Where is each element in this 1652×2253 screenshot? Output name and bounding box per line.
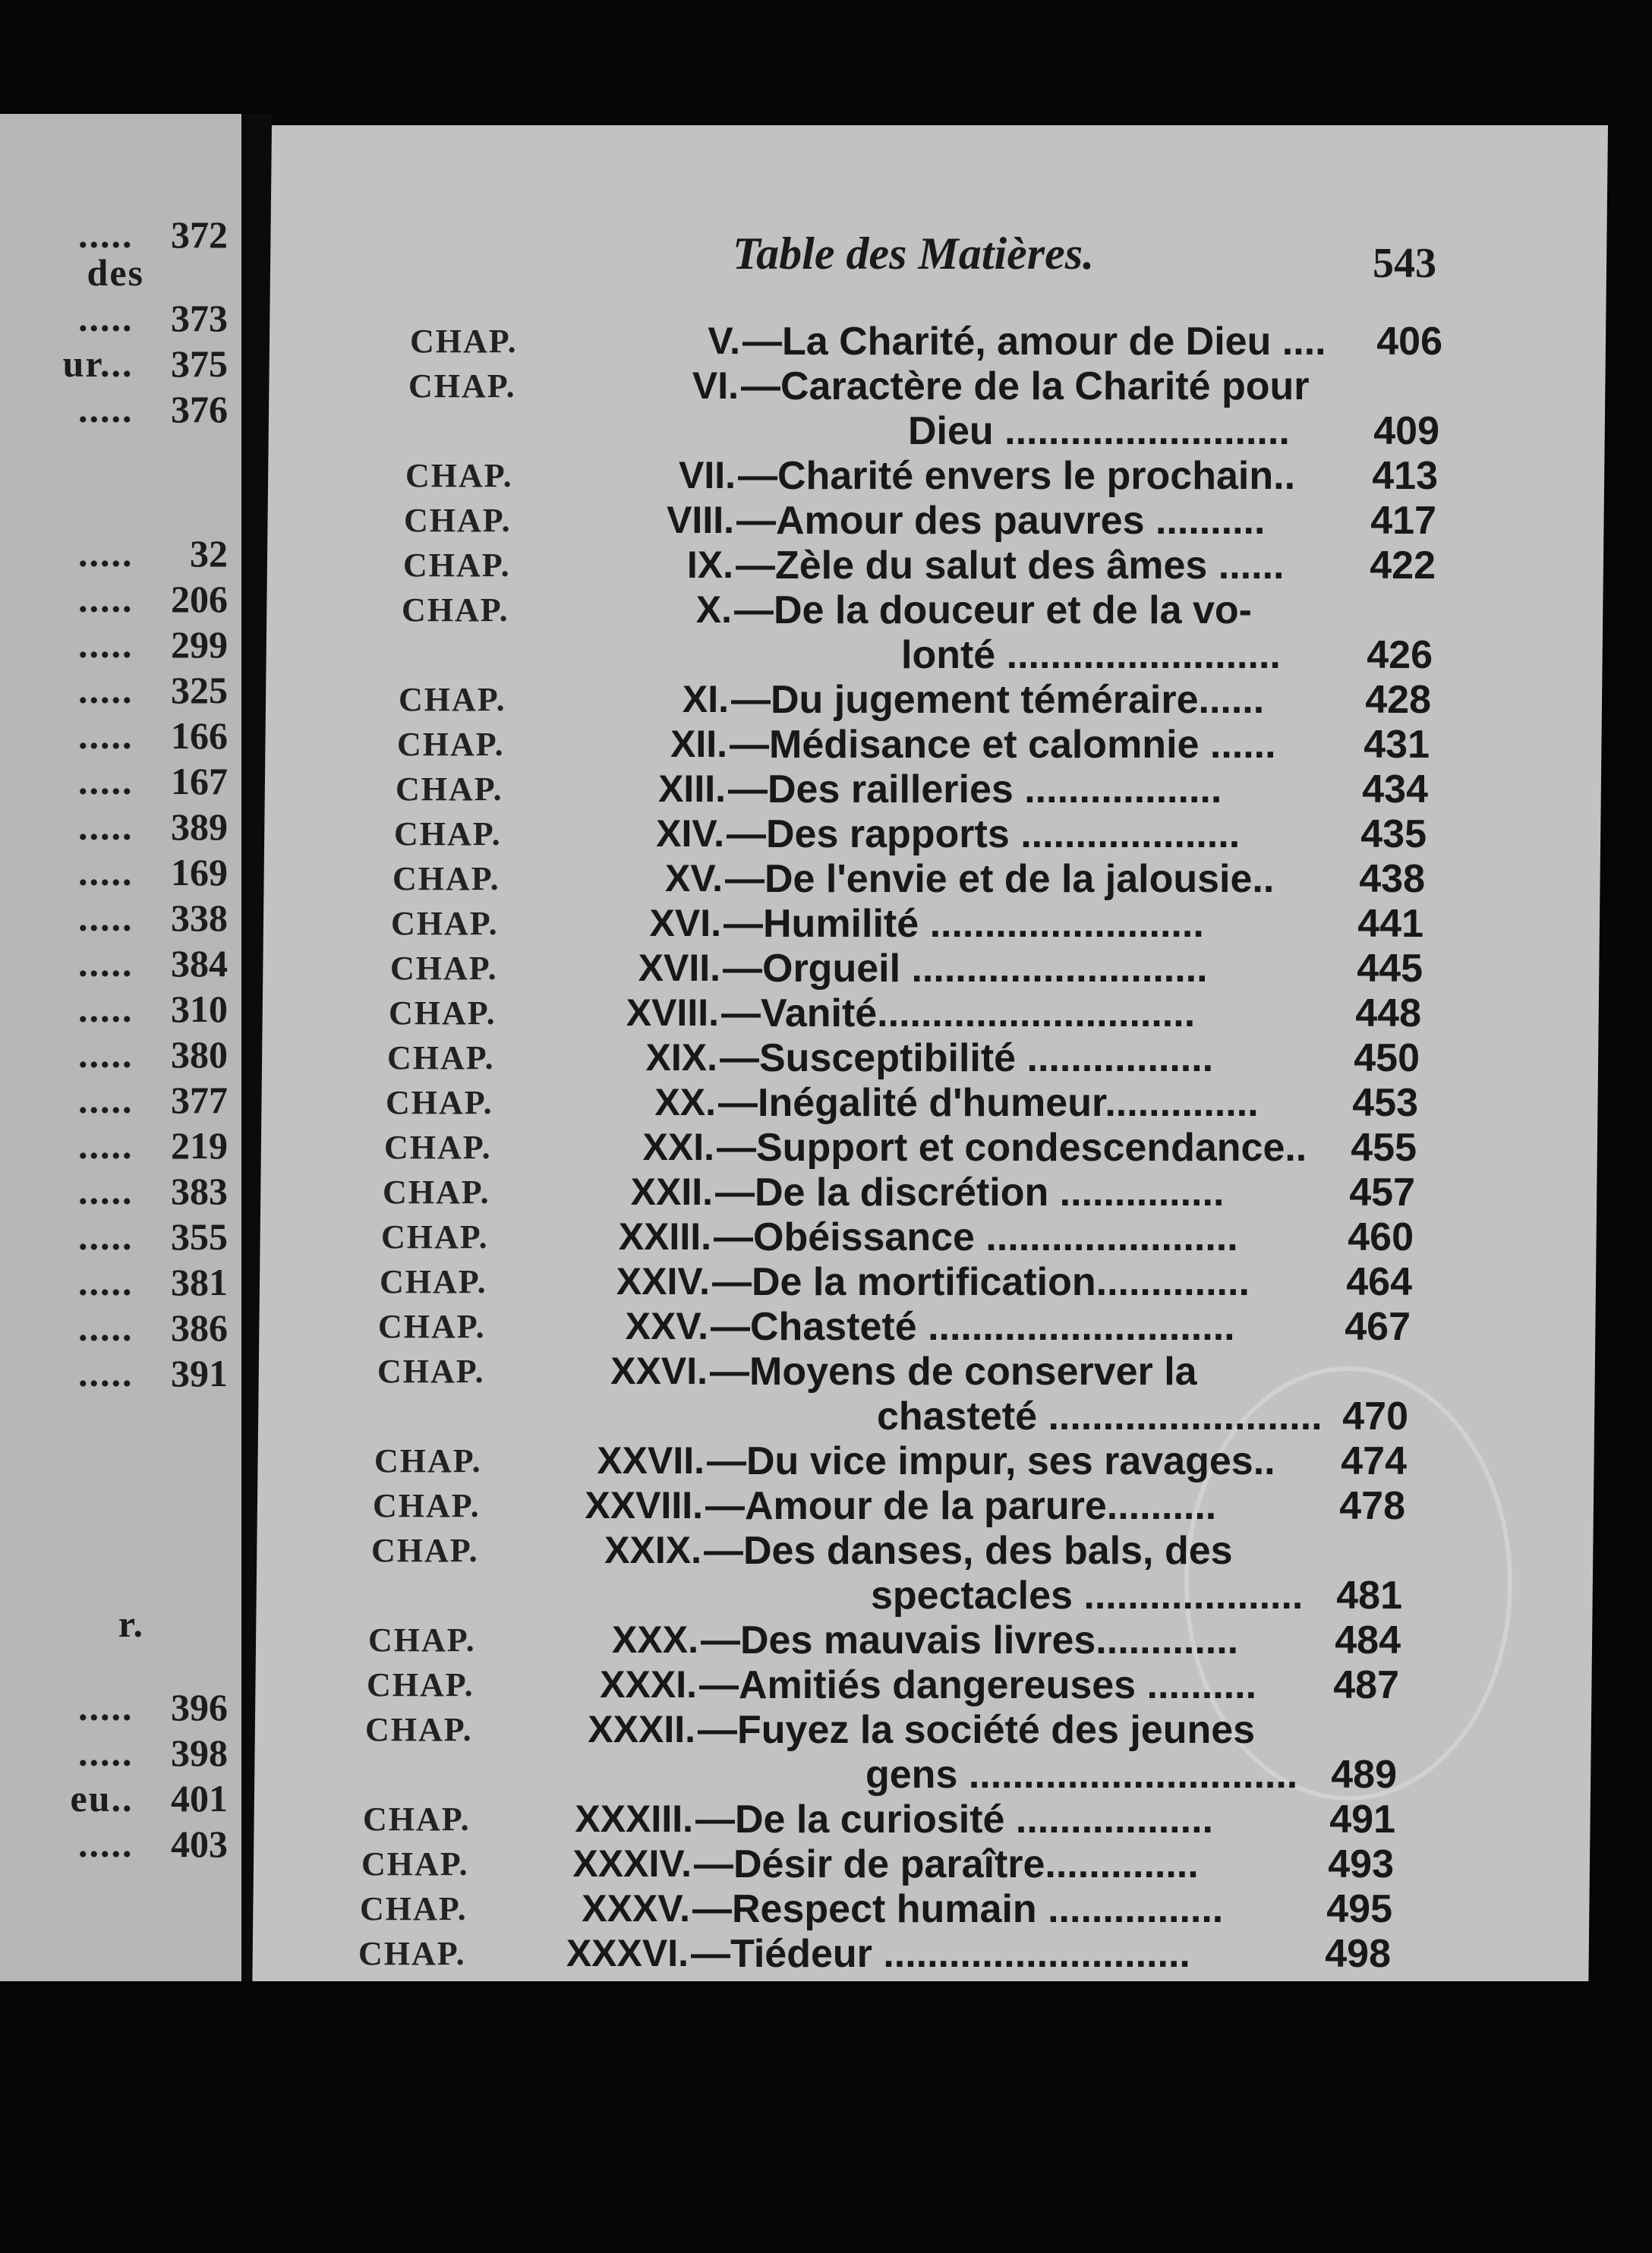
chapter-page-number: 431 [1364,723,1430,767]
chapter-page-number: 409 [1373,409,1439,453]
chap-label: CHAP. [383,1174,490,1211]
left-line-text: des [87,251,144,294]
left-line-page-number: 386 [171,1306,228,1349]
chapter-numeral: V. [708,320,740,362]
left-line-page-number: 355 [171,1215,228,1258]
left-line-page-number: 380 [171,1033,228,1076]
chapter-numeral: XXIV. [616,1260,710,1303]
chapter-numeral: XXV. [625,1305,708,1347]
chap-label: CHAP. [394,815,502,852]
left-page-line [78,1822,228,1867]
left-page-line [63,342,228,387]
chapter-numeral: XXI. [642,1126,714,1168]
chapter-numeral: XXXVI. [566,1932,689,1974]
chapter-title: —Du jugement téméraire...... [731,678,1265,722]
chapter-page-number: 478 [1339,1484,1405,1528]
chap-label: CHAP. [396,770,503,808]
chapter-numeral: VII. [678,454,736,496]
left-page-line [78,1123,228,1169]
left-line-text: ..... [78,714,144,757]
left-line-page-number: 338 [171,896,228,939]
chapter-page-number: 457 [1349,1171,1415,1215]
chapter-title: —De la curiosité .................. [695,1798,1213,1842]
left-line-text: ..... [78,1352,144,1394]
left-line-text: ..... [78,1261,144,1303]
chapter-page-number: 428 [1365,678,1431,722]
chapter-page-number: 493 [1328,1842,1394,1886]
chapter-page-number: 448 [1355,991,1421,1035]
left-page-line [78,531,228,577]
left-line-page-number: 389 [171,805,228,848]
chapter-page-number: 445 [1357,947,1423,991]
left-page-line [78,622,228,668]
left-line-text: ..... [78,532,144,575]
left-line-text: ..... [78,1686,144,1728]
chap-label: CHAP. [371,1532,479,1569]
chap-label: CHAP. [377,1353,485,1390]
chapter-title: —Médisance et calomnie ...... [730,723,1276,767]
chapter-page-number: 450 [1354,1036,1420,1080]
chapter-page-number: 495 [1326,1887,1392,1931]
chapter-title: —Chasteté ............................ [711,1305,1235,1349]
chapter-title: —Des mauvais livres............. [701,1618,1239,1662]
chap-label: CHAP. [380,1263,487,1300]
chap-label: CHAP. [363,1801,471,1838]
left-page-line [78,1260,228,1306]
left-line-page-number: 383 [171,1170,228,1212]
chapter-title-continuation: gens .............................. [865,1753,1298,1797]
chapter-numeral: XXIX. [604,1529,701,1571]
left-line-text: ..... [78,1215,144,1258]
chapter-title: —De la douceur et de la vo- [734,588,1252,632]
left-line-text: ..... [78,623,144,666]
chapter-title: —Inégalité d'humeur.............. [718,1081,1259,1125]
chap-label: CHAP. [368,1621,476,1659]
page-number: 543 [1373,240,1436,287]
left-line-page-number: 376 [171,388,228,430]
left-line-text: ..... [78,988,144,1030]
left-line-page-number: 325 [171,669,228,711]
chapter-page-number: 489 [1331,1753,1397,1797]
chapter-numeral: XXXIII. [575,1798,693,1840]
chapter-numeral: XII. [670,723,727,765]
chap-label: CHAP. [389,994,497,1032]
left-page [0,114,241,1981]
chapter-numeral: XXII. [630,1171,713,1213]
left-line-text: r. [118,1602,144,1645]
chap-label: CHAP. [378,1308,486,1345]
chapter-page-number: 464 [1346,1260,1412,1304]
left-line-page-number: 166 [171,714,228,757]
chapter-page-number: 453 [1352,1081,1418,1125]
chap-label: CHAP. [361,1845,469,1883]
left-page-line [78,1306,228,1351]
left-line-page-number: 398 [171,1732,228,1774]
left-page-line [78,1169,228,1215]
chapter-title-continuation: Dieu .......................... [908,409,1290,453]
chap-label: CHAP. [373,1487,481,1524]
chap-label: CHAP. [405,457,513,494]
left-line-page-number: 396 [171,1686,228,1728]
left-line-page-number: 375 [171,342,228,385]
chapter-title: —Orgueil ........................... [723,947,1208,991]
chapter-numeral: XXX. [612,1618,698,1661]
chapter-numeral: XXIII. [618,1215,711,1258]
left-page-line [78,1032,228,1078]
chap-label: CHAP. [402,591,509,629]
left-line-text: ..... [78,669,144,711]
chapter-page-number: 470 [1342,1394,1408,1438]
chapter-title: —Désir de paraître.............. [694,1842,1199,1886]
left-page-line [87,251,228,296]
chapter-numeral: XVII. [638,947,720,989]
chapter-title: —Amour des pauvres .......... [736,499,1266,543]
chapter-page-number: 435 [1360,812,1427,856]
chapter-numeral: XXVI. [610,1350,708,1392]
chap-label: CHAP. [367,1666,474,1703]
chapter-title: —Des rapports .................... [727,812,1241,856]
chapter-page-number: 413 [1372,454,1438,498]
chapter-title: —Des danses, des bals, des [704,1529,1233,1573]
left-page-line [78,1685,228,1731]
left-line-page-number: 372 [171,213,228,256]
left-page-line [78,714,228,759]
chapter-numeral: XXXII. [588,1708,695,1750]
chapter-numeral: IX. [686,544,733,586]
chap-label: CHAP. [358,1935,466,1972]
chap-label: CHAP. [387,1039,495,1076]
left-line-text: ..... [78,213,144,256]
chapter-page-number: 426 [1367,633,1433,677]
left-line-text: ..... [78,1823,144,1865]
left-line-page-number: 206 [171,578,228,620]
chap-label: CHAP. [374,1442,482,1479]
chapter-title-continuation: lonté ......................... [901,633,1281,677]
left-line-page-number: 310 [171,988,228,1030]
chapter-numeral: XXVIII. [585,1484,703,1527]
chapter-title: —De l'envie et de la jalousie.. [725,857,1275,901]
left-page-line [78,896,228,941]
left-line-page-number: 403 [171,1823,228,1865]
chapter-numeral: XXXIV. [572,1842,692,1885]
chapter-title: —De la discrétion ............... [715,1171,1225,1215]
left-page-line [78,987,228,1032]
left-page-line [78,577,228,622]
chapter-page-number: 487 [1333,1663,1399,1707]
left-line-page-number: 169 [171,851,228,893]
left-line-text: ..... [78,297,144,339]
left-page-line [78,1731,228,1776]
chap-label: CHAP. [384,1129,492,1166]
left-line-page-number: 219 [171,1124,228,1167]
chapter-numeral: XIX. [645,1036,717,1079]
chapter-page-number: 498 [1325,1932,1391,1976]
left-page-line [78,668,228,714]
chapter-page-number: 422 [1370,544,1436,588]
chap-label: CHAP. [397,726,505,763]
chapter-title: —Obéissance ....................... [714,1215,1238,1259]
page-header-title: Table des Matières. [733,228,1095,279]
chap-label: CHAP. [360,1890,468,1927]
chapter-numeral: XXXI. [600,1663,697,1706]
chap-label: CHAP. [404,502,512,539]
left-line-text: ..... [78,1079,144,1121]
left-line-text: ..... [78,1306,144,1349]
left-line-text: ..... [78,851,144,893]
left-line-text: ..... [78,1170,144,1212]
chap-label: CHAP. [365,1711,473,1748]
chapter-title: —Humilité ......................... [724,902,1204,946]
chapter-title: —De la mortification.............. [712,1260,1250,1304]
chapter-numeral: XX. [654,1081,716,1123]
chapter-title: —Amour de la parure.......... [705,1484,1217,1528]
chapter-numeral: XVI. [649,902,721,944]
left-line-text: ..... [78,1124,144,1167]
chap-label: CHAP. [408,367,516,405]
chapter-title: —Respect humain ................ [692,1887,1224,1931]
left-line-text: ..... [78,896,144,939]
chap-label: CHAP. [403,547,511,584]
left-line-page-number: 401 [171,1777,228,1820]
chapter-numeral: VI. [692,364,739,407]
chap-label: CHAP. [386,1084,493,1121]
chapter-title: —La Charité, amour de Dieu .... [742,320,1326,364]
left-line-text: ..... [78,805,144,848]
chapter-page-number: 417 [1370,499,1436,543]
left-line-page-number: 384 [171,942,228,985]
left-page-line [78,1215,228,1260]
chap-label: CHAP. [393,860,500,897]
left-line-page-number: 167 [171,760,228,802]
left-page-line [78,805,228,850]
chapter-title: —Moyens de conserver la [710,1350,1197,1394]
left-page-line [78,1351,228,1397]
left-line-text: ur... [62,342,144,385]
left-page-line [78,941,228,987]
chapter-title: —Vanité............................. [721,991,1196,1035]
chapter-title: —Du vice impur, ses ravages.. [707,1439,1275,1483]
chapter-page-number: 484 [1335,1618,1401,1662]
chapter-title: —Charité envers le prochain.. [738,454,1296,498]
left-page-line [78,1078,228,1123]
chapter-title: —Caractère de la Charité pour [741,364,1310,408]
chapter-page-number: 455 [1351,1126,1417,1170]
chapter-page-number: 406 [1376,320,1442,364]
chapter-title: —Des railleries .................. [728,767,1222,811]
left-line-page-number: 32 [190,532,228,575]
left-line-text: ..... [78,388,144,430]
left-page-line [78,850,228,896]
chapter-page-number: 460 [1348,1215,1414,1259]
chapter-page-number: 434 [1362,767,1428,811]
chapter-page-number: 481 [1336,1574,1402,1618]
left-line-text: ..... [78,578,144,620]
left-line-text: ..... [78,942,144,985]
left-line-text: ..... [78,760,144,802]
left-page-line [71,1776,229,1822]
chapter-title: —Zèle du salut des âmes ...... [736,544,1285,588]
left-line-text: ..... [78,1033,144,1076]
left-line-text: ..... [78,1732,144,1774]
chap-label: CHAP. [399,681,506,718]
left-line-page-number: 391 [171,1352,228,1394]
chapter-page-number: 467 [1345,1305,1411,1349]
chapter-page-number: 491 [1329,1798,1395,1842]
chapter-numeral: XXVII. [597,1439,705,1482]
chap-label: CHAP. [381,1218,489,1256]
chapter-title: —Amitiés dangereuses .......... [699,1663,1257,1707]
chap-label: CHAP. [391,905,499,942]
chapter-numeral: XXXV. [582,1887,690,1930]
chapter-title: —Fuyez la société des jeunes [698,1708,1256,1752]
chapter-title-continuation: chasteté ......................... [877,1394,1323,1438]
chap-label: CHAP. [390,950,498,987]
left-page-line [78,759,228,805]
left-page-line [78,387,228,433]
left-line-page-number: 381 [171,1261,228,1303]
chapter-title: —Support et condescendance.. [717,1126,1307,1170]
chap-label: CHAP. [410,323,518,360]
chapter-numeral: XIII. [658,767,726,810]
left-line-page-number: 373 [171,297,228,339]
chapter-numeral: XIV. [656,812,724,855]
chapter-numeral: XV. [664,857,723,900]
chapter-numeral: VIII. [667,499,734,541]
left-line-page-number: 377 [171,1079,228,1121]
left-page-line [118,1602,228,1647]
chapter-numeral: XVIII. [626,991,719,1034]
chapter-numeral: XI. [682,678,729,720]
left-line-page-number: 299 [171,623,228,666]
chapter-page-number: 441 [1357,902,1423,946]
left-page-line [78,296,228,342]
chapter-page-number: 474 [1341,1439,1407,1483]
chapter-numeral: X. [695,588,732,631]
left-line-text: eu.. [70,1777,144,1820]
chapter-title: —Tiédeur ............................ [691,1932,1190,1976]
chapter-page-number: 438 [1359,857,1425,901]
chapter-title-continuation: spectacles .................... [871,1574,1304,1618]
chapter-title: —Susceptibilité ................. [720,1036,1214,1080]
